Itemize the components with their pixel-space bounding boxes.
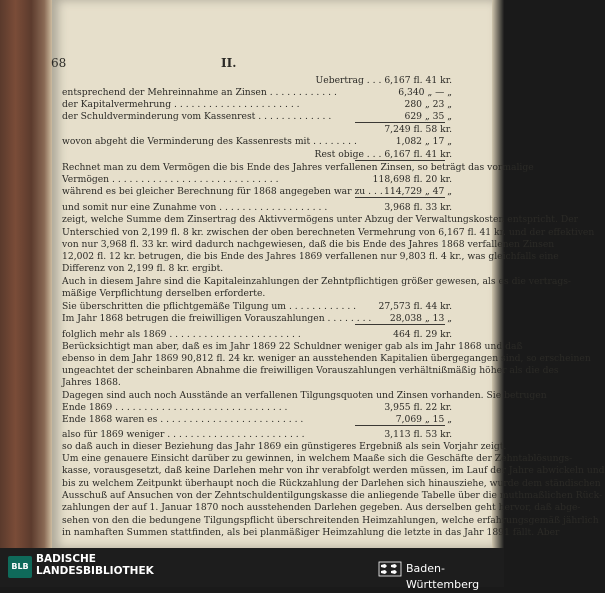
page-number: 68	[51, 56, 67, 70]
line-amount: 114,729 „ 47 „	[384, 186, 452, 197]
line-text: der Kapitalvermehrung . . . . . . . . . . . . . . . . . . . . . .	[62, 99, 300, 110]
line-text: so daß auch in dieser Beziehung das Jahr 1869 ein günstigeres Ergebniß als sein Vorjahr zeigt.	[62, 441, 507, 452]
line-text: Differenz von 2,199 fl. 8 kr. ergibt.	[62, 263, 224, 274]
line-text: Berücksichtigt man aber, daß es im Jahr 1869 22 Schuldner weniger gab als im Jahr 1868 und daß	[62, 341, 523, 352]
line-text: von nur 3,968 fl. 33 kr. wird dadurch nachgewiesen, daß die bis Ende des Jahres 1868 verfallenen Zinsen	[62, 239, 555, 250]
line-text: Ende 1869 . . . . . . . . . . . . . . . . . . . . . . . . . . . . . .	[62, 402, 288, 413]
line-amount: Uebertrag . . . 6,167 fl. 41 kr.	[315, 75, 452, 86]
line-amount: 1,082 „ 17 „	[395, 136, 452, 147]
line-text: Dagegen sind auch noch Ausstände an verfallenen Tilgungsquoten und Zinsen vorhanden. Sie betrugen	[62, 390, 547, 401]
blb-line2: LANDESBIBLIOTHEK	[36, 565, 154, 577]
line-text: ungeachtet der scheinbaren Abnahme die freiwilligen Vorauszahlungen verhältnißmäßig höher als die des	[62, 365, 559, 376]
line-text: kasse, vorausgesetzt, daß keine Darlehen mehr von ihr verabfolgt werden müssen, im Lauf der Jahre abwickeln und	[62, 465, 605, 476]
line-text: Ende 1868 waren es . . . . . . . . . . . . . . . . . . . . . . . . .	[62, 414, 304, 425]
line-text: ebenso in dem Jahr 1869 90,812 fl. 24 kr. weniger an ausstehenden Kapitalien übergegangen sind, so erscheinen	[62, 353, 591, 364]
line-amount: 7,069 „ 15 „	[395, 414, 452, 425]
line-text: Ausschuß auf Ansuchen von der Zehntschuldentilgungskasse die anliegende Tabelle über die muthmaßlichen Rück-	[62, 490, 603, 501]
line-amount: 3,113 fl. 53 kr.	[384, 429, 452, 440]
line-amount: Rest obige . . . 6,167 fl. 41 kr.	[314, 149, 452, 160]
baden-wuerttemberg-coat-of-arms-icon	[378, 561, 402, 577]
line-text: entsprechend der Mehreinnahme an Zinsen . . . . . . . . . . . .	[62, 87, 337, 98]
line-amount: 27,573 fl. 44 kr.	[378, 301, 452, 312]
sum-rule	[355, 122, 445, 123]
line-text: Um eine genauere Einsicht darüber zu gewinnen, in welchem Maaße sich die Geschäfte der Zehntablösungs-	[62, 453, 573, 464]
line-amount: 3,955 fl. 22 kr.	[384, 402, 452, 413]
line-amount: 629 „ 35 „	[404, 111, 452, 122]
line-amount: 280 „ 23 „	[404, 99, 452, 110]
line-text: also für 1869 weniger . . . . . . . . . . . . . . . . . . . . . . . .	[62, 429, 305, 440]
blb-name[interactable]	[36, 553, 154, 577]
chapter-heading: II.	[221, 56, 237, 70]
line-text: zahlungen der auf 1. Januar 1870 noch ausstehenden Darlehen gegeben. Aus derselben geht hervor, daß abge-	[62, 502, 581, 513]
line-text: Vermögen . . . . . . . . . . . . . . . . . . . . . . . . . . . . .	[62, 174, 279, 185]
line-amount: 28,038 „ 13 „	[389, 313, 452, 324]
sum-rule	[355, 324, 445, 325]
line-text: während es bei gleicher Berechnung für 1868 angegeben war zu . . . . . .	[62, 186, 401, 197]
line-text: Jahres 1868.	[62, 377, 121, 388]
line-text: und somit nur eine Zunahme von . . . . . . . . . . . . . . . . . . .	[62, 202, 328, 213]
blb-logo-icon[interactable]: BLB	[8, 556, 32, 578]
baden-wuerttemberg-label[interactable]: Baden-Württemberg	[406, 562, 480, 591]
line-text: der Schuldverminderung vom Kassenrest . . . . . . . . . . . . .	[62, 111, 332, 122]
line-text: 12,002 fl. 12 kr. betrugen, die bis Ende des Jahres 1869 verfallenen nur 9,803 fl. 4 kr., was gleichfalls eine	[62, 251, 559, 262]
line-amount: 464 fl. 29 kr.	[393, 329, 452, 340]
line-text: Unterschied von 2,199 fl. 8 kr. zwischen der oben berechneten Vermehrung von 6,167 fl. 41 kr. und der effektiven	[62, 227, 595, 238]
line-amount: 118,698 fl. 20 kr.	[372, 174, 452, 185]
line-text: Im Jahr 1868 betrugen die freiwilligen Vorauszahlungen . . . . . . . .	[62, 313, 372, 324]
sum-rule	[355, 425, 445, 426]
line-text: wovon abgeht die Verminderung des Kassenrests mit . . . . . . . .	[62, 136, 357, 147]
sum-rule	[355, 197, 445, 198]
line-text: mäßige Verpflichtung derselben erforderte.	[62, 288, 266, 299]
line-text: bis zu welchem Zeitpunkt überhaupt noch die Rückzahlung der Darlehen sich hinausziehe, wurde dem ständischen	[62, 478, 601, 489]
book-binding	[0, 0, 52, 548]
line-text: Sie überschritten die pflichtgemäße Tilgung um . . . . . . . . . . . .	[62, 301, 357, 312]
line-text: sehen von den die bedungene Tilgungspflicht überschreitenden Heimzahlungen, welche erfahrungsgemäß jährlich	[62, 515, 599, 526]
line-amount: 6,340 „ — „	[398, 87, 452, 98]
line-text: in namhaften Summen stattfinden, als bei planmäßiger Heimzahlung die letzte in das Jahr 1891 fällt. Aber	[62, 527, 560, 538]
line-text: Auch in diesem Jahre sind die Kapitaleinzahlungen der Zehntpflichtigen größer gewesen, als es die vertrags-	[62, 276, 572, 287]
line-amount: 7,249 fl. 58 kr.	[384, 124, 452, 135]
blb-line1: BADISCHE	[36, 553, 96, 565]
line-text: zeigt, welche Summe dem Zinsertrag des Aktivvermögens unter Abzug der Verwaltungskosten entspricht. Der	[62, 214, 579, 225]
line-text: Rechnet man zu dem Vermögen die bis Ende des Jahres verfallenen Zinsen, so beträgt das vormalige	[62, 162, 534, 173]
sum-rule	[355, 160, 445, 161]
line-amount: 3,968 fl. 33 kr.	[384, 202, 452, 213]
line-text: folglich mehr als 1869 . . . . . . . . . . . . . . . . . . . . . . .	[62, 329, 301, 340]
